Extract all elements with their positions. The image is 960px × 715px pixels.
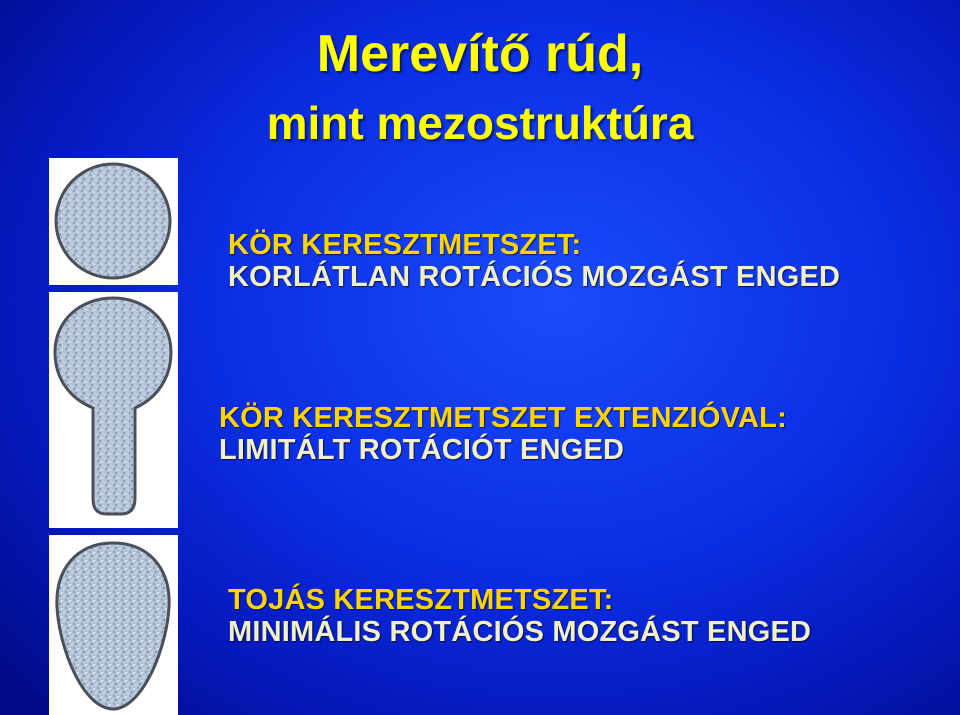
section-keyhole — [219, 402, 787, 466]
section-circle-body: KORLÁTLAN ROTÁCIÓS MOZGÁST ENGED — [228, 261, 841, 293]
section-circle-heading: KÖR KERESZTMETSZET: — [228, 229, 582, 261]
section-egg-body: MINIMÁLIS ROTÁCIÓS MOZGÁST ENGED — [228, 616, 812, 648]
section-egg-heading: TOJÁS KERESZTMETSZET: — [228, 584, 614, 616]
keyhole-panel — [49, 292, 178, 528]
section-circle — [228, 229, 840, 293]
slide-title-line-1 — [0, 25, 960, 83]
title-text-2: mint mezostruktúra — [266, 97, 694, 149]
section-keyhole-body: LIMITÁLT ROTÁCIÓT ENGED — [219, 434, 625, 466]
section-egg — [228, 584, 811, 648]
keyhole-cross-section-icon — [49, 292, 178, 528]
slide-title-line-2 — [0, 97, 960, 149]
section-keyhole-heading: KÖR KERESZTMETSZET EXTENZIÓVAL: — [219, 402, 787, 434]
egg-panel — [49, 535, 178, 715]
egg-cross-section-icon — [49, 535, 178, 715]
title-text-1: Merevítő rúd, — [316, 25, 644, 83]
circle-cross-section-icon — [49, 158, 178, 285]
circle-panel — [49, 158, 178, 285]
